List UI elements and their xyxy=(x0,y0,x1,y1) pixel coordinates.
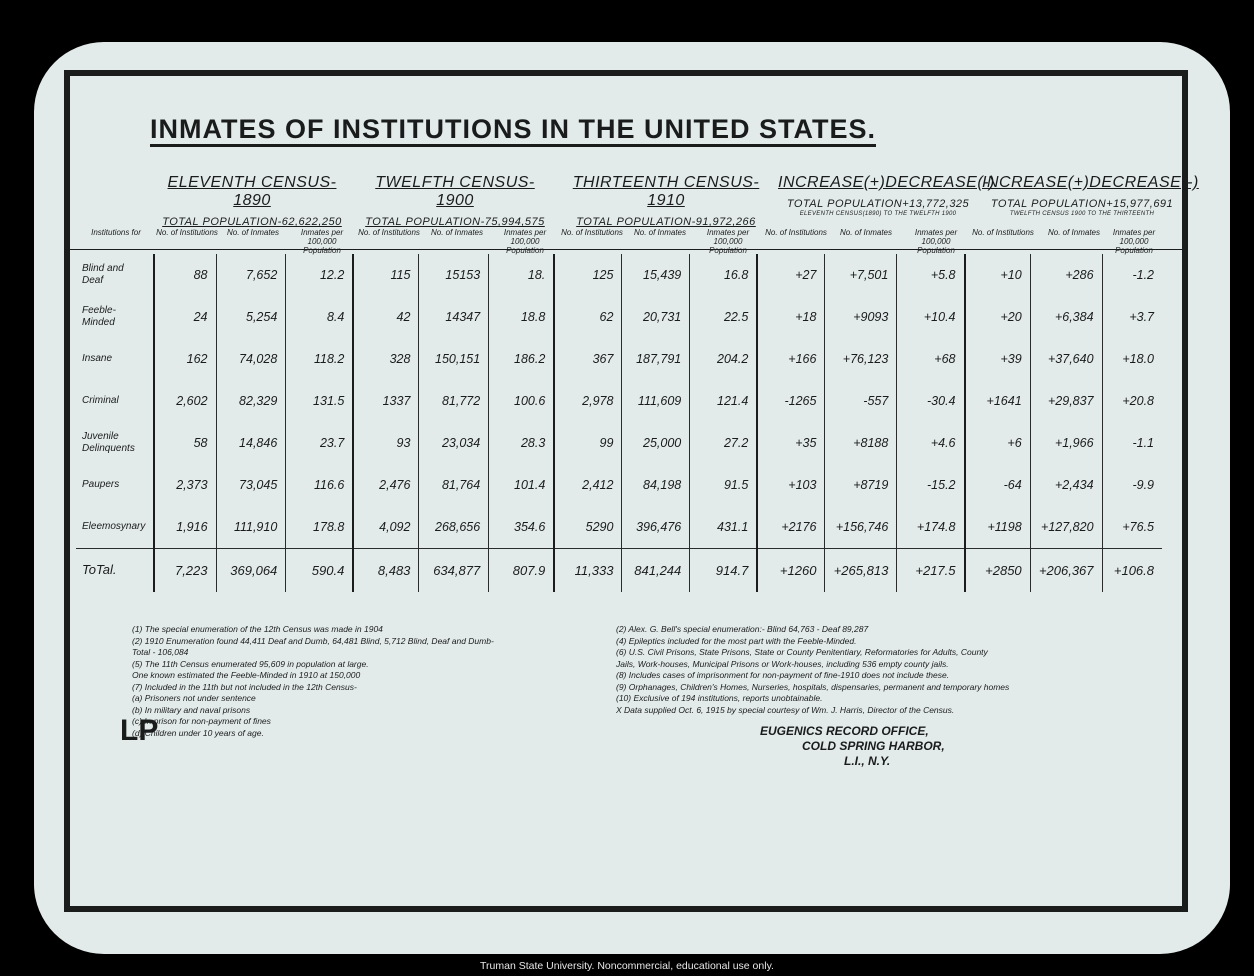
table-cell: +166 xyxy=(757,338,825,380)
table-cell: 115 xyxy=(353,254,419,296)
table-cell: 93 xyxy=(353,422,419,464)
table-cell: 20,731 xyxy=(622,296,690,338)
footnote: (8) Includes cases of imprisonment for non-payment of fine-1910 does not include these. xyxy=(616,670,950,680)
publisher-location: COLD SPRING HARBOR, xyxy=(802,739,945,753)
footnote: Jails, Work-houses, Municipal Prisons or Work-houses, including 536 empty county jails. xyxy=(616,658,949,669)
table-cell: +20 xyxy=(965,296,1031,338)
table-cell: 42 xyxy=(353,296,419,338)
table-cell: 58 xyxy=(154,422,216,464)
table-cell: 178.8 xyxy=(286,506,354,548)
row-label: Criminal xyxy=(82,395,119,406)
footnote: (4) Epileptics included for the most part with the Feeble-Minded. xyxy=(616,635,857,646)
table-cell: 11,333 xyxy=(554,548,622,592)
table-cell: 111,910 xyxy=(216,506,286,548)
group-population: TOTAL POPULATION+13,772,325 xyxy=(786,198,970,210)
footnote: (5) The 11th Census enumerated 95,609 in population at large. xyxy=(132,658,369,669)
column-header: No. of Inmates xyxy=(1047,228,1101,237)
footnote: (6) U.S. Civil Prisons, State Prisons, State or County Penitentiary, Reformatories for Adults, County xyxy=(616,647,988,657)
table-cell: 28.3 xyxy=(489,422,555,464)
footnote: (b) In military and naval prisons xyxy=(132,704,251,715)
footnote: (7) Included in the 11th but not included in the 12th Census- xyxy=(132,681,357,692)
table-cell: +127,820 xyxy=(1030,506,1102,548)
table-cell: +37,640 xyxy=(1030,338,1102,380)
table-cell: +3.7 xyxy=(1102,296,1162,338)
table-cell: 7,652 xyxy=(216,254,286,296)
table-row xyxy=(76,464,1162,506)
table-row xyxy=(76,380,1162,422)
table-cell: 14,846 xyxy=(216,422,286,464)
table-cell: -557 xyxy=(825,380,897,422)
table-cell: 186.2 xyxy=(489,338,555,380)
table-row xyxy=(76,296,1162,338)
table-cell: 25,000 xyxy=(622,422,690,464)
table-cell: -15.2 xyxy=(897,464,965,506)
table-cell: 14347 xyxy=(419,296,489,338)
table-cell: 18. xyxy=(489,254,555,296)
table-cell: 99 xyxy=(554,422,622,464)
footnotes-left xyxy=(132,624,602,739)
table-cell: -30.4 xyxy=(897,380,965,422)
table-cell: 15,439 xyxy=(622,254,690,296)
footnote: (2) Alex. G. Bell's special enumeration:- Blind 64,763 - Deaf 89,287 xyxy=(616,624,869,634)
table-cell: 12.2 xyxy=(286,254,354,296)
table-cell: +7,501 xyxy=(825,254,897,296)
table-cell: 396,476 xyxy=(622,506,690,548)
table-cell: 18.8 xyxy=(489,296,555,338)
table-cell: 162 xyxy=(154,338,216,380)
publisher-block xyxy=(760,724,945,769)
table-cell: 634,877 xyxy=(419,548,489,592)
table-cell: +206,367 xyxy=(1030,548,1102,592)
table-cell: +10 xyxy=(965,254,1031,296)
footnotes-right xyxy=(616,624,1176,716)
row-label: Paupers xyxy=(82,479,120,490)
table-cell: 81,772 xyxy=(419,380,489,422)
table-cell: +156,746 xyxy=(825,506,897,548)
table-cell: +8719 xyxy=(825,464,897,506)
table-cell: 100.6 xyxy=(489,380,555,422)
column-header: No. of Inmates xyxy=(633,228,687,237)
group-title: INCREASE(+)DECREASE(-) xyxy=(982,174,1199,191)
table-cell: 367 xyxy=(554,338,622,380)
table-cell: 16.8 xyxy=(690,254,758,296)
table-cell: 5290 xyxy=(554,506,622,548)
table-cell: +217.5 xyxy=(897,548,965,592)
table-cell: 2,602 xyxy=(154,380,216,422)
footnote: X Data supplied Oct. 6, 1915 by special courtesy of Wm. J. Harris, Director of the Census. xyxy=(616,704,955,715)
table-cell: 1,916 xyxy=(154,506,216,548)
table-cell: 74,028 xyxy=(216,338,286,380)
row-label: Blind and Deaf xyxy=(82,263,124,286)
table-cell: +1260 xyxy=(757,548,825,592)
publisher-name: EUGENICS RECORD OFFICE, xyxy=(760,724,929,738)
table-cell: +18 xyxy=(757,296,825,338)
table-cell: 328 xyxy=(353,338,419,380)
table-cell: 88 xyxy=(154,254,216,296)
table-cell: +106.8 xyxy=(1102,548,1162,592)
table-cell: +4.6 xyxy=(897,422,965,464)
group-title: THIRTEENTH CENSUS-1910 xyxy=(572,174,760,209)
table-cell: 125 xyxy=(554,254,622,296)
table-cell: +35 xyxy=(757,422,825,464)
credit-line: Truman State University. Noncommercial, educational use only. xyxy=(480,960,774,972)
column-header: No. of Institutions xyxy=(156,228,218,237)
table-cell: +2,434 xyxy=(1030,464,1102,506)
table-cell: +2176 xyxy=(757,506,825,548)
group-increase-1900-1910 xyxy=(982,174,1199,217)
group-population: TOTAL POPULATION-75,994,575 xyxy=(365,216,545,228)
group-title: TWELFTH CENSUS-1900 xyxy=(375,174,535,209)
table-cell: 1337 xyxy=(353,380,419,422)
group-subtitle: ELEVENTH CENSUS(1890) TO THE TWELFTH 1900 xyxy=(799,211,957,217)
table-cell: 369,064 xyxy=(216,548,286,592)
table-cell: 8,483 xyxy=(353,548,419,592)
table-cell: 62 xyxy=(554,296,622,338)
table-row xyxy=(76,506,1162,548)
lp-monogram: LP xyxy=(120,714,159,747)
footnote: (1) The special enumeration of the 12th Census was made in 1904 xyxy=(132,624,383,634)
footnote: (9) Orphanages, Children's Homes, Nurseries, hospitals, dispensaries, permanent and temporary homes xyxy=(616,681,1010,692)
table-cell: +103 xyxy=(757,464,825,506)
footnote: (a) Prisoners not under sentence xyxy=(132,693,256,703)
table-cell: 22.5 xyxy=(690,296,758,338)
column-header: No. of Inmates xyxy=(430,228,484,237)
table-cell: 91.5 xyxy=(690,464,758,506)
table-cell: 2,373 xyxy=(154,464,216,506)
group-increase-1890-1900 xyxy=(778,174,995,217)
footnote: (10) Exclusive of 194 institutions, reports unobtainable. xyxy=(616,693,823,703)
table-cell: +286 xyxy=(1030,254,1102,296)
table-cell: -1265 xyxy=(757,380,825,422)
table-cell: -9.9 xyxy=(1102,464,1162,506)
table-cell: +6 xyxy=(965,422,1031,464)
column-header: Inmates per 100,000 Population xyxy=(1112,228,1156,255)
column-header: No. of Inmates xyxy=(226,228,280,237)
table-row xyxy=(76,338,1162,380)
header-rule xyxy=(70,249,1182,250)
footnote: One known estimated the Feeble-Minded in 1910 at 150,000 xyxy=(132,670,361,680)
table-cell: +39 xyxy=(965,338,1031,380)
table-row xyxy=(76,548,1162,592)
table-row xyxy=(76,254,1162,296)
table-cell: 914.7 xyxy=(690,548,758,592)
table-cell: 15153 xyxy=(419,254,489,296)
row-label: Juvenile Delinquents xyxy=(82,431,135,454)
table-cell: +6,384 xyxy=(1030,296,1102,338)
table-cell: 4,092 xyxy=(353,506,419,548)
table-cell: 431.1 xyxy=(690,506,758,548)
table-cell: +9093 xyxy=(825,296,897,338)
group-thirteenth-census xyxy=(566,174,766,228)
table-cell: -64 xyxy=(965,464,1031,506)
table-cell: 8.4 xyxy=(286,296,354,338)
table-cell: 2,978 xyxy=(554,380,622,422)
table-cell: -1.1 xyxy=(1102,422,1162,464)
group-twelfth-census xyxy=(360,174,550,228)
inmates-table xyxy=(76,254,1162,592)
column-header: Inmates per 100,000 Population xyxy=(706,228,750,255)
column-header: No. of Institutions xyxy=(765,228,827,237)
table-cell: 807.9 xyxy=(489,548,555,592)
table-cell: 73,045 xyxy=(216,464,286,506)
column-header: Inmates per 100,000 Population xyxy=(503,228,547,255)
group-title: INCREASE(+)DECREASE(-) xyxy=(778,174,995,191)
table-cell: 23,034 xyxy=(419,422,489,464)
group-eleventh-census xyxy=(162,174,342,228)
table-cell: 118.2 xyxy=(286,338,354,380)
table-cell: 81,764 xyxy=(419,464,489,506)
group-subtitle: TWELFTH CENSUS 1900 TO THE THIRTEENTH xyxy=(1009,211,1155,217)
publisher-state: L.I., N.Y. xyxy=(844,754,891,768)
lantern-slide xyxy=(34,42,1230,954)
table-cell: 111,609 xyxy=(622,380,690,422)
table-cell: +68 xyxy=(897,338,965,380)
table-cell: +8188 xyxy=(825,422,897,464)
table-cell: 84,198 xyxy=(622,464,690,506)
table-cell: 841,244 xyxy=(622,548,690,592)
table-cell: +174.8 xyxy=(897,506,965,548)
table-cell: 354.6 xyxy=(489,506,555,548)
table-cell: +1198 xyxy=(965,506,1031,548)
group-population: TOTAL POPULATION-91,972,266 xyxy=(576,216,756,228)
table-cell: 590.4 xyxy=(286,548,354,592)
table-cell: +5.8 xyxy=(897,254,965,296)
table-cell: +18.0 xyxy=(1102,338,1162,380)
column-header: No. of Institutions xyxy=(358,228,420,237)
column-header: No. of Inmates xyxy=(839,228,893,237)
table-cell: +1641 xyxy=(965,380,1031,422)
footnote: (2) 1910 Enumeration found 44,411 Deaf and Dumb, 64,481 Blind, 5,712 Blind, Deaf and Dumb- xyxy=(132,635,494,646)
table-cell: +76,123 xyxy=(825,338,897,380)
chart-frame xyxy=(64,70,1199,912)
table-cell: 82,329 xyxy=(216,380,286,422)
table-cell: 27.2 xyxy=(690,422,758,464)
row-label: Insane xyxy=(82,353,113,364)
group-population: TOTAL POPULATION+15,977,691 xyxy=(990,198,1174,210)
table-cell: 2,412 xyxy=(554,464,622,506)
table-cell: 5,254 xyxy=(216,296,286,338)
group-population: TOTAL POPULATION-62,622,250 xyxy=(162,216,342,228)
table-cell: 24 xyxy=(154,296,216,338)
table-cell: 101.4 xyxy=(489,464,555,506)
table-cell: +2850 xyxy=(965,548,1031,592)
table-cell: 268,656 xyxy=(419,506,489,548)
table-cell: +20.8 xyxy=(1102,380,1162,422)
page-title: INMATES OF INSTITUTIONS IN THE UNITED STATES. xyxy=(150,114,876,144)
table-cell: -1.2 xyxy=(1102,254,1162,296)
table-cell: 204.2 xyxy=(690,338,758,380)
column-header: No. of Institutions xyxy=(972,228,1034,237)
footnote: (d) Children under 10 years of age. xyxy=(132,727,264,738)
column-header: Inmates per 100,000 Population xyxy=(914,228,958,255)
table-cell: +10.4 xyxy=(897,296,965,338)
row-label: Feeble-Minded xyxy=(82,305,116,328)
table-cell: 23.7 xyxy=(286,422,354,464)
table-cell: 150,151 xyxy=(419,338,489,380)
table-cell: +27 xyxy=(757,254,825,296)
table-cell: 2,476 xyxy=(353,464,419,506)
table-cell: 116.6 xyxy=(286,464,354,506)
table-cell: 7,223 xyxy=(154,548,216,592)
table-row xyxy=(76,422,1162,464)
column-header: No. of Institutions xyxy=(561,228,623,237)
table-cell: +265,813 xyxy=(825,548,897,592)
table-cell: +29,837 xyxy=(1030,380,1102,422)
table-cell: 131.5 xyxy=(286,380,354,422)
table-cell: 187,791 xyxy=(622,338,690,380)
table-cell: 121.4 xyxy=(690,380,758,422)
row-label: ToTal. xyxy=(76,548,154,592)
footnote: (c) In prison for non-payment of fines xyxy=(132,716,271,726)
column-header: Inmates per 100,000 Population xyxy=(300,228,344,255)
table-cell: +76.5 xyxy=(1102,506,1162,548)
group-title: ELEVENTH CENSUS-1890 xyxy=(167,174,337,209)
row-label: Eleemosynary xyxy=(82,520,146,532)
table-cell: +1,966 xyxy=(1030,422,1102,464)
column-header: Institutions for xyxy=(91,228,141,237)
footnote: Total - 106,084 xyxy=(132,647,189,657)
